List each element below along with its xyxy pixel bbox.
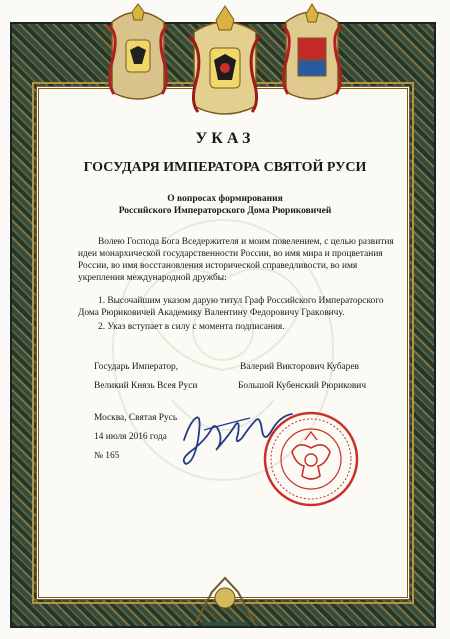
item-1-line: 1. Высочайшим указом дарую титул Граф Российского Императорского xyxy=(98,296,384,306)
official-seal xyxy=(262,410,360,508)
emperor-title-line-2: Великий Князь Всея Руси xyxy=(94,381,198,391)
item-2-line: 2. Указ вступает в силу с момента подписания. xyxy=(98,322,285,332)
decree-topic-line-2: Российского Императорского Дома Рюриковичей xyxy=(118,206,332,216)
emperor-title-line-1: Государь Император, xyxy=(94,362,179,372)
signatory-title: Большой Кубенский Рюрикович xyxy=(238,381,367,391)
preamble-line: идеи монархической государственности России, во имя мира и процветания xyxy=(78,249,383,259)
central-coat-of-arms xyxy=(188,2,262,122)
decree-title: УКАЗ xyxy=(195,130,255,147)
left-coat-of-arms xyxy=(102,2,174,106)
date-line: 14 июля 2016 года xyxy=(94,432,167,442)
right-coat-of-arms xyxy=(276,2,348,106)
decree-number: № 165 xyxy=(94,451,120,461)
decree-subtitle: ГОСУДАРЯ ИМПЕРАТОРА СВЯТОЙ РУСИ xyxy=(83,160,367,175)
signatory-name: Валерий Викторович Кубарев xyxy=(240,362,359,372)
preamble-line: Волею Господа Бога Вседержителя и моим повелением, с целью развития xyxy=(98,237,394,247)
bottom-emblem-ornament xyxy=(192,572,258,628)
place-line: Москва, Святая Русь xyxy=(94,413,178,423)
preamble-line: укрепления международной дружбы: xyxy=(78,273,227,283)
preamble-line: России, во имя восстановления исторической справедливости, во имя xyxy=(78,261,358,271)
decree-topic-line-1: О вопросах формирования xyxy=(167,194,283,204)
item-1-line: Дома Рюриковичей Академику Валентину Федоровичу Гракoвичу. xyxy=(78,308,345,318)
